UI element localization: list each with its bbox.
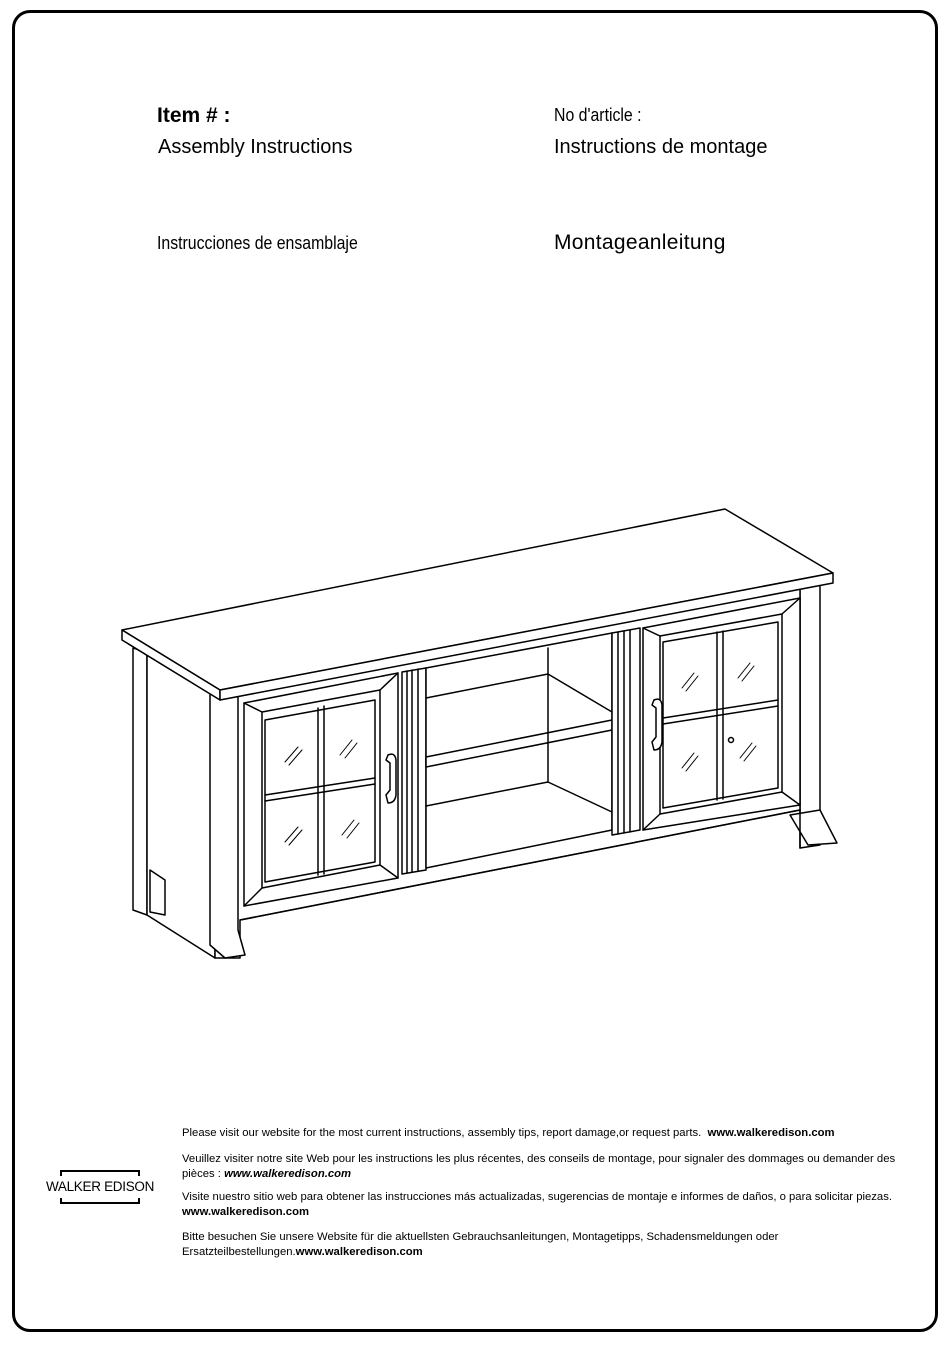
montageanleitung-title: Montageanleitung [554,231,726,254]
footer-french-url[interactable]: www.walkeredison.com [224,1168,352,1180]
assembly-instructions-title: Assembly Instructions [158,136,353,158]
no-article-label: No d'article : [554,105,642,125]
footer-english-url[interactable]: www.walkeredison.com [707,1127,835,1139]
footer-french-text: Veuillez visiter notre site Web pour les instructions les plus récentes, des conseils de montage, pour signaler des dommages ou demander des pièces : [182,1153,896,1180]
footer-french [182,1152,909,1182]
instructions-montage-title: Instructions de montage [554,136,768,158]
footer-spanish-url[interactable]: www.walkeredison.com [182,1206,310,1218]
instrucciones-title: Instrucciones de ensamblaje [157,233,358,253]
tv-stand-illustration [110,500,840,970]
footer-spanish [182,1190,909,1220]
footer-german-text: Bitte besuchen Sie unsere Website für die aktuellsten Gebrauchsanleitungen, Montagetipps, Schadensmeldungen oder Ersatzteilbestellungen. [182,1231,779,1258]
logo-text: WALKER EDISON [45,1179,155,1194]
walker-edison-logo [40,1170,160,1204]
footer-spanish-text: Visite nuestro sitio web para obtener las instrucciones más actualizadas, sugerencias de montaje e informes de daños, o para solicitar piezas. [182,1191,892,1203]
footer-english-text: Please visit our website for the most current instructions, assembly tips, report damage,or request parts. [182,1127,702,1139]
footer-german [182,1230,909,1260]
footer-english [182,1126,909,1141]
item-number-label: Item # : [157,104,231,127]
footer-german-url[interactable]: www.walkeredison.com [295,1246,423,1258]
